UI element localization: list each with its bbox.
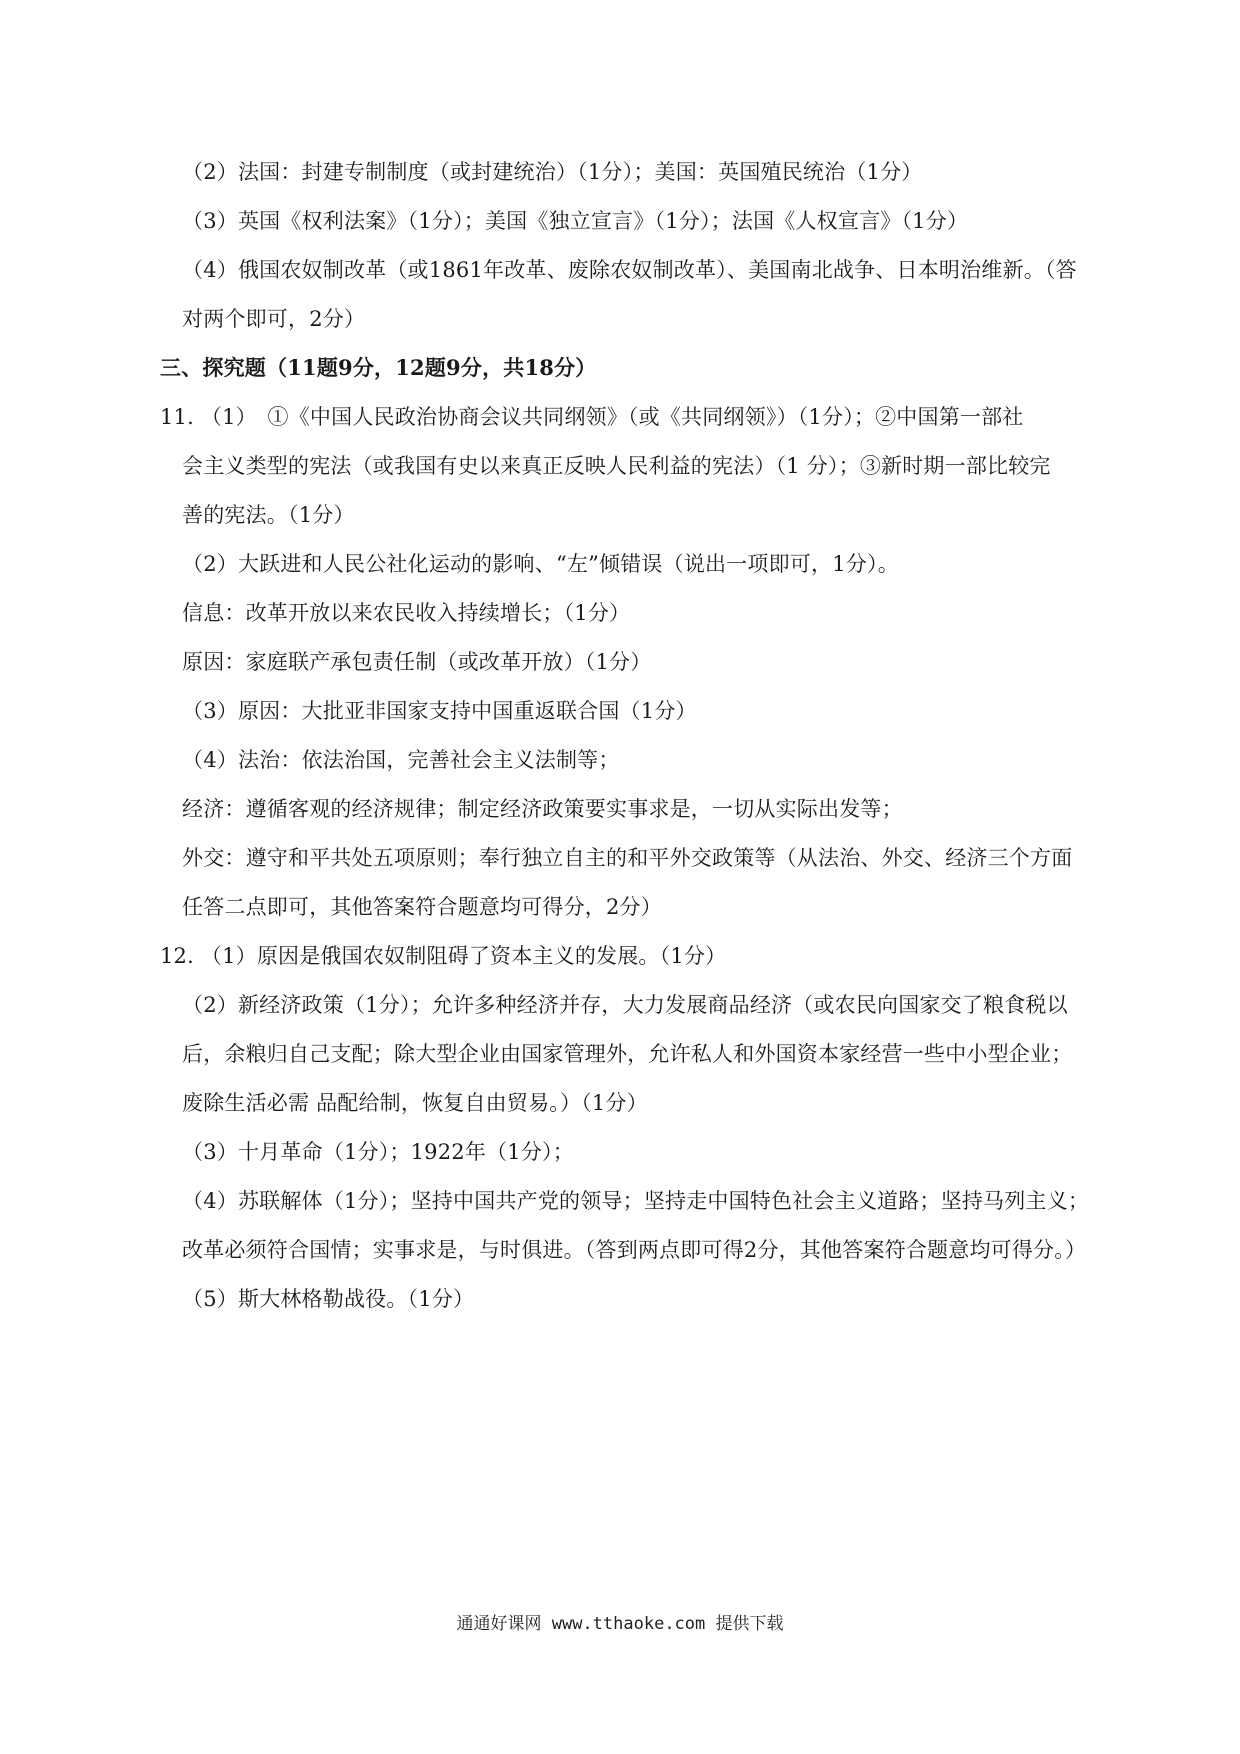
answer-12-2: （2）新经济政策（1分）；允许多种经济并存，大力发展商品经济（或农民向国家交了粮食税以 <box>182 993 1068 1017</box>
answer-11-4-economy: 经济：遵循客观的经济规律；制定经济政策要实事求是，一切从实际出发等； <box>182 797 903 821</box>
answer-11-4: （4）法治：依法治国，完善社会主义法制等； <box>182 748 620 772</box>
section-heading: 三、探究题（11题9分，12题9分，共18分） <box>160 355 597 380</box>
answer-11-1-cont: 会主义类型的宪法（或我国有史以来真正反映人民利益的宪法）（1 分）；③新时期一部比较完 <box>182 454 1051 478</box>
answer-11-4-diplomacy: 外交：遵守和平共处五项原则；奉行独立自主的和平外交政策等（从法治、外交、经济三个方面 <box>182 846 1073 870</box>
answer-12-2-cont2: 废除生活必需 品配给制，恢复自由贸易。）（1分） <box>182 1091 648 1115</box>
page-footer: 通通好课网 www.tthaoke.com 提供下载 <box>456 1614 784 1634</box>
answer-12-4-cont: 改革必须符合国情；实事求是，与时俱进。（答到两点即可得2分，其他答案符合题意均可得分。） <box>182 1238 1087 1262</box>
answer-12-5: （5）斯大林格勒战役。（1分） <box>182 1287 475 1311</box>
answer-11-1: 11. （1） ①《中国人民政治协商会议共同纲领》（或《共同纲领》）（1分）；②中国第一部社 <box>160 405 1024 429</box>
answer-12-2-cont: 后，余粮归自己支配；除大型企业由国家管理外，允许私人和外国资本家经营一些中小型企业； <box>182 1042 1073 1066</box>
answer-12-3: （3）十月革命（1分）；1922年（1分）； <box>182 1140 574 1164</box>
answer-11-2: （2）大跃进和人民公社化运动的影响、“左”倾错误（说出一项即可，1分）。 <box>182 552 899 576</box>
answer-12-1: 12. （1）原因是俄国农奴制阻碍了资本主义的发展。（1分） <box>160 944 727 968</box>
answer-11-info: 信息：改革开放以来农民收入持续增长；（1分） <box>182 601 631 625</box>
answer-10-3: （3）英国《权利法案》（1分）；美国《独立宣言》（1分）；法国《人权宣言》（1分） <box>182 209 969 233</box>
answer-12-4: （4）苏联解体（1分）；坚持中国共产党的领导；坚持走中国特色社会主义道路；坚持马列主义； <box>182 1189 1090 1213</box>
answer-10-4: （4）俄国农奴制改革（或1861年改革、废除农奴制改革）、美国南北战争、日本明治维新。（答 <box>182 258 1077 282</box>
answer-11-1-cont2: 善的宪法。（1分） <box>182 503 355 527</box>
answer-10-4-cont: 对两个即可，2分） <box>182 307 366 331</box>
answer-11-3: （3）原因：大批亚非国家支持中国重返联合国（1分） <box>182 699 697 723</box>
answer-11-reason: 原因：家庭联产承包责任制（或改革开放）（1分） <box>182 650 652 674</box>
answer-11-4-cont: 任答二点即可，其他答案符合题意均可得分，2分） <box>182 895 662 919</box>
answer-10-2: （2）法国：封建专制制度（或封建统治）（1分）；美国：英国殖民统治（1分） <box>182 160 923 184</box>
